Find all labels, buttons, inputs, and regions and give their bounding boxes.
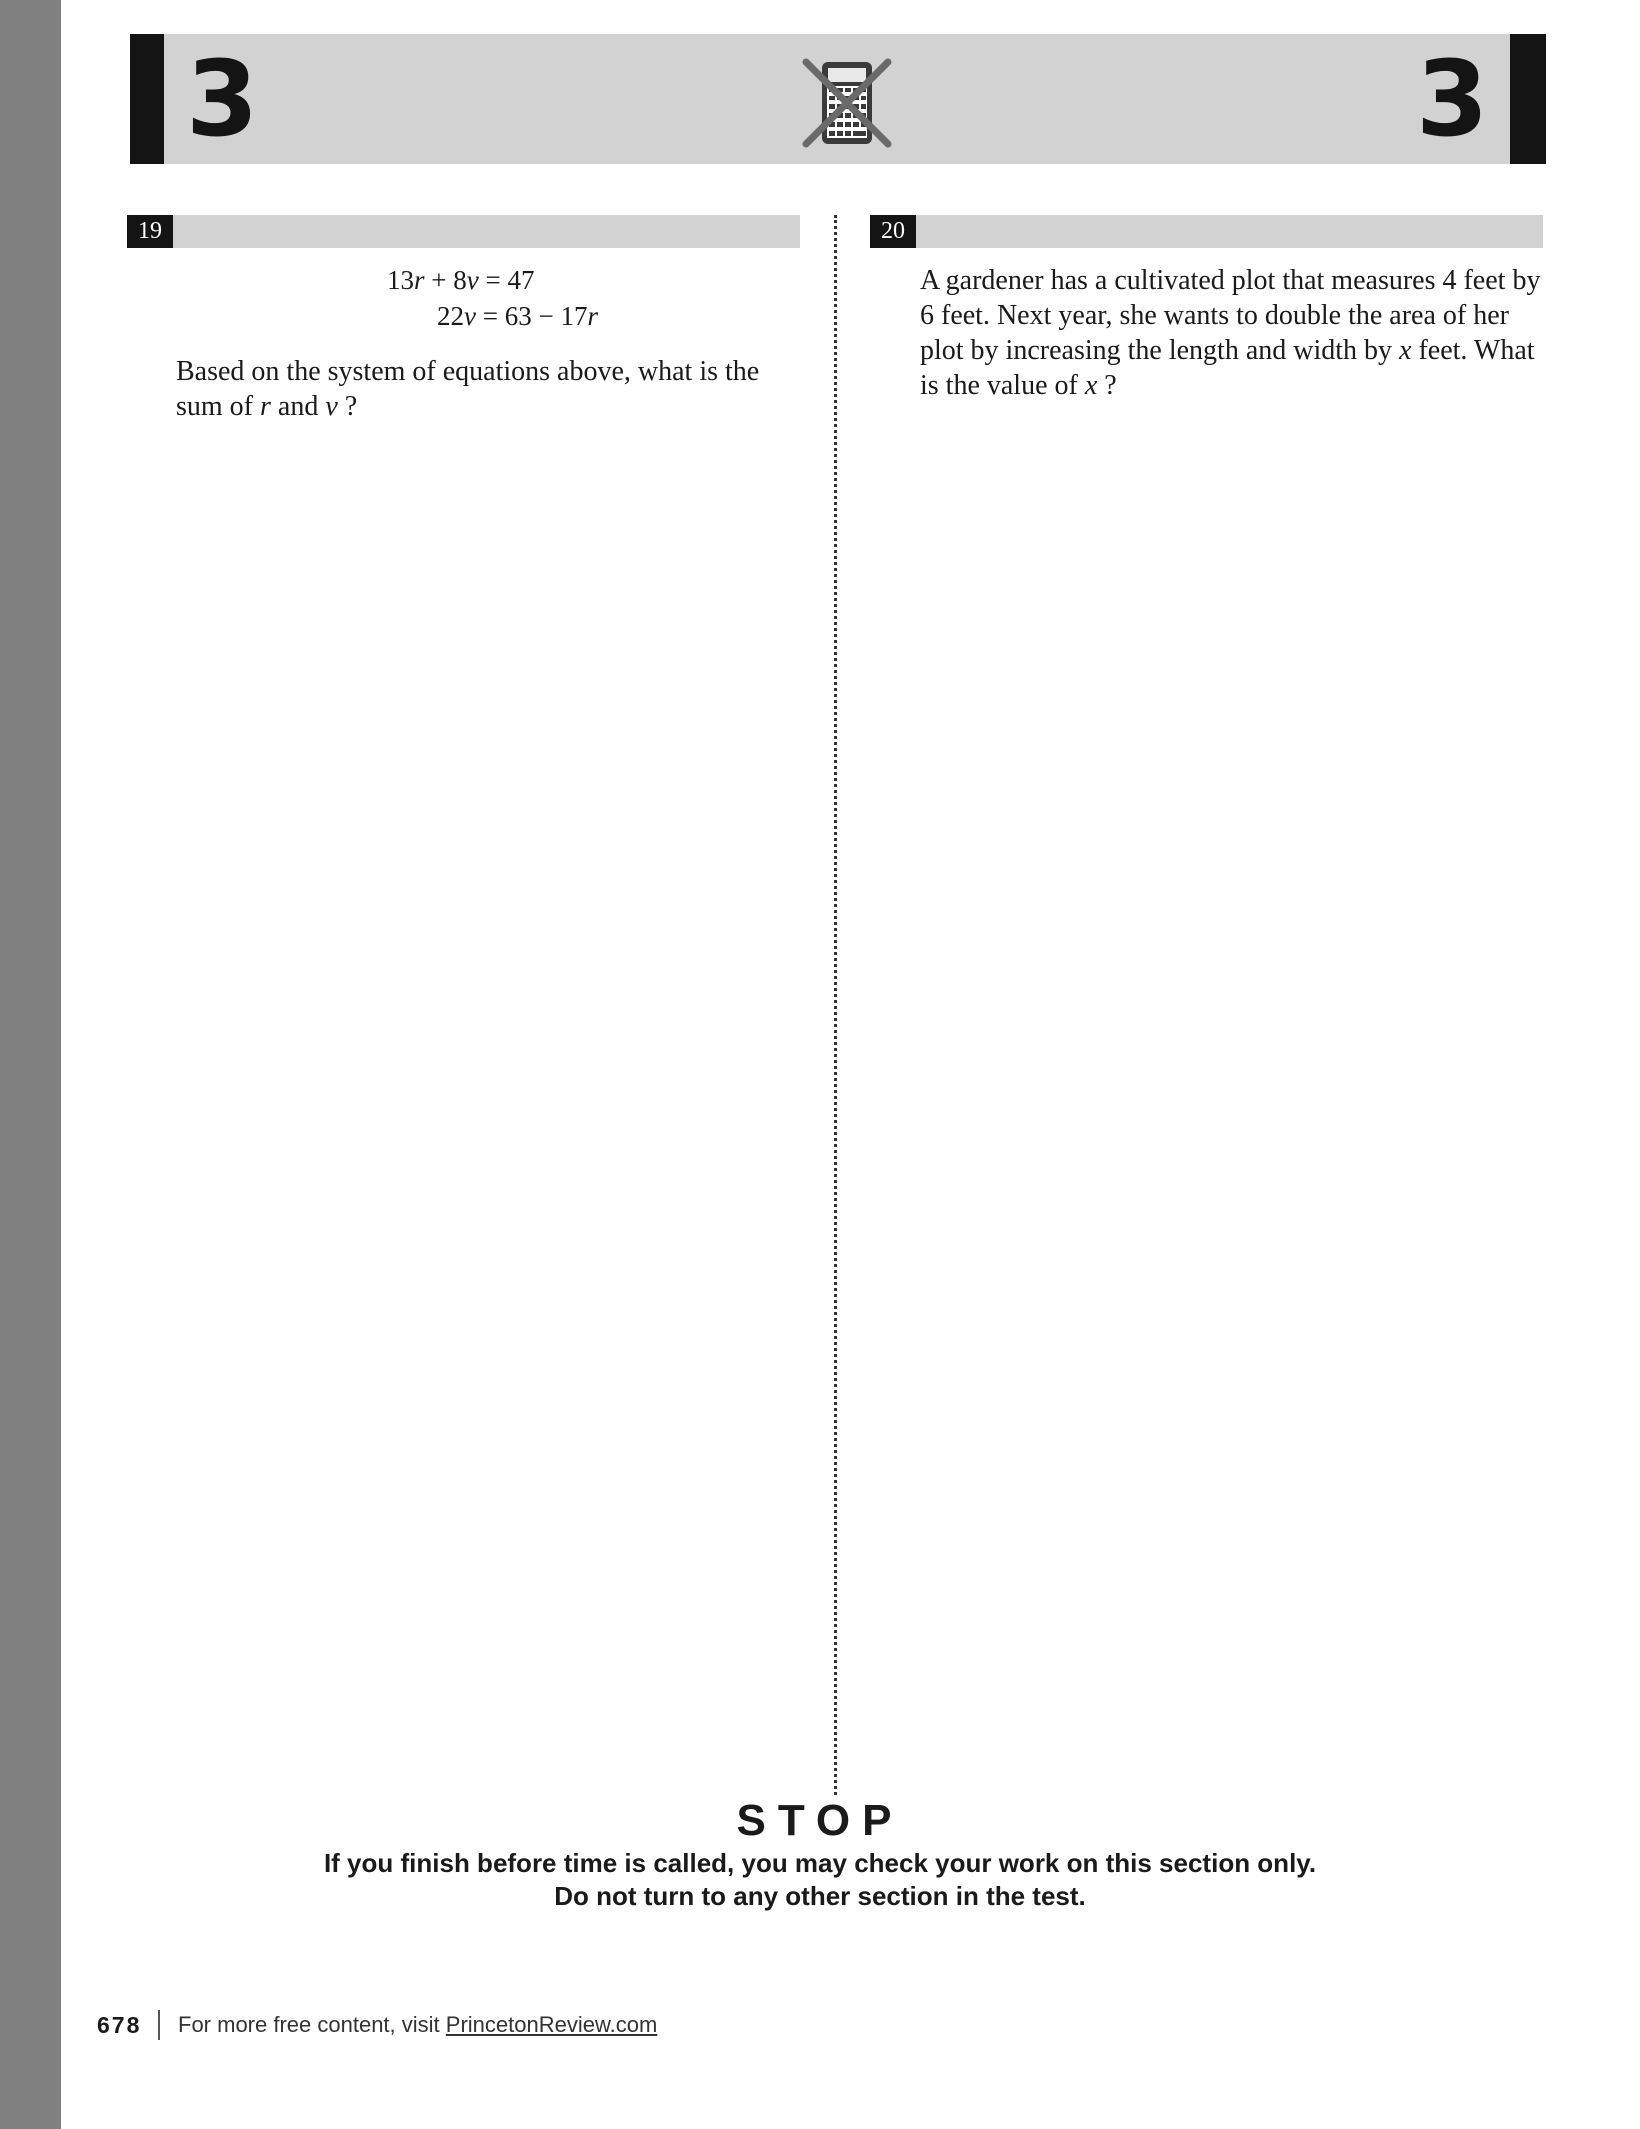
prompt-text: ? [337, 391, 358, 422]
equation-2 [437, 298, 749, 334]
question-number: 20 [870, 215, 916, 248]
footer-promo [178, 2012, 657, 2038]
header-left-bar [130, 34, 164, 164]
eq-variable: r [587, 301, 598, 331]
stop-instruction-1: If you finish before time is called, you may check your work on this section only. [323, 1848, 1317, 1878]
eq-text: 22 [437, 301, 464, 331]
question-20-header [870, 215, 1543, 248]
equation-system [176, 262, 749, 334]
eq-text: + 8 [424, 265, 467, 295]
prompt-variable: v [325, 391, 338, 422]
page-number: 678 [97, 2012, 142, 2038]
header-right-bar [1510, 34, 1546, 164]
eq-variable: r [414, 265, 425, 295]
eq-variable: v [466, 265, 479, 295]
prompt-variable: x [1399, 335, 1412, 366]
question-number: 19 [127, 215, 173, 248]
eq-variable: v [464, 301, 476, 331]
eq-text: = 47 [478, 265, 535, 295]
prompt-text: Based on the system of equations above, what is the sum of [176, 356, 760, 422]
princeton-review-link[interactable]: PrincetonReview.com [445, 2012, 658, 2037]
prompt-variable: x [1084, 370, 1098, 401]
question-20-prompt [920, 263, 1542, 403]
section-number-right: 3 [1416, 38, 1489, 160]
prompt-text: ? [1097, 370, 1117, 401]
question-19-header [127, 215, 800, 248]
prompt-variable: r [260, 391, 271, 422]
eq-text: 13 [387, 265, 414, 295]
stop-instruction-2: Do not turn to any other section in the test. [554, 1881, 1086, 1911]
footer-separator [158, 2010, 160, 2040]
prompt-text: feet. What is the value of [920, 335, 1535, 401]
eq-text: = 63 − 17 [475, 301, 588, 331]
column-divider [834, 215, 837, 1795]
prompt-text: A gardener has a cultivated plot that measures 4 feet by 6 feet. Next year, she wants to double the area of her plot by increasing the length and width by [920, 265, 1541, 366]
stop-title: STOP [736, 1796, 904, 1845]
no-calculator-icon [800, 56, 894, 150]
footer-text: For more free content, visit [178, 2012, 446, 2037]
prompt-text: and [270, 391, 326, 422]
equation-1 [387, 262, 749, 298]
section-number-left: 3 [186, 38, 259, 160]
question-19-prompt [176, 354, 796, 424]
